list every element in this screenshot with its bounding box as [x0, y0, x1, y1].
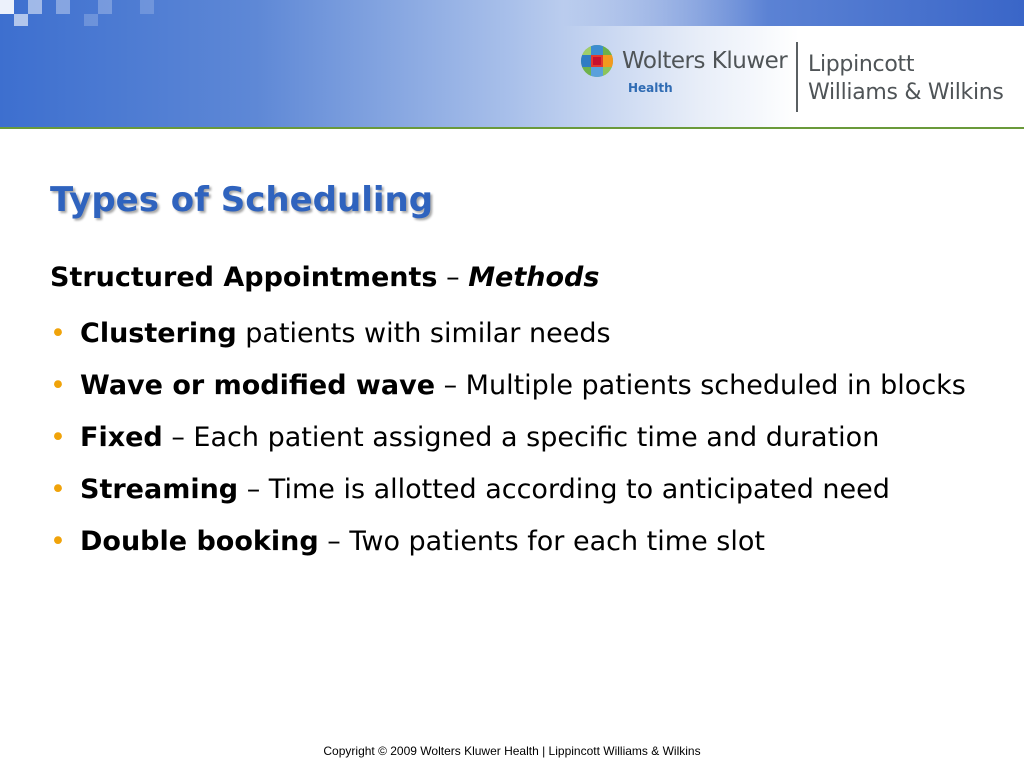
- decor-square: [98, 0, 112, 14]
- subtitle-dash: –: [437, 262, 469, 293]
- bullet-icon: •: [50, 318, 66, 349]
- decor-square: [140, 0, 154, 14]
- header-rule: [0, 127, 1024, 129]
- bullet-text: – Time is allotted according to anticipated need: [238, 474, 890, 505]
- list-item: [50, 422, 980, 453]
- bullet-term: Double booking: [80, 526, 319, 557]
- slide-subtitle: [50, 262, 599, 293]
- publisher-logo: [580, 42, 1020, 112]
- list-item: [50, 474, 980, 505]
- division-name: Health: [628, 81, 673, 95]
- wolters-kluwer-globe-icon: [580, 44, 614, 78]
- list-item: [50, 526, 980, 557]
- subtitle-lead: Structured Appointments: [50, 262, 438, 293]
- bullet-text: – Multiple patients scheduled in blocks: [435, 370, 966, 401]
- bullet-icon: •: [50, 422, 66, 453]
- list-item: [50, 370, 980, 401]
- subtitle-emphasis: Methods: [468, 262, 600, 293]
- bullet-term: Fixed: [80, 422, 163, 453]
- decor-square: [14, 14, 28, 26]
- company-name: Wolters Kluwer: [622, 48, 788, 74]
- decor-square: [0, 0, 14, 14]
- copyright-text: Copyright © 2009 Wolters Kluwer Health | Lippincott Williams & Wilkins: [323, 744, 701, 758]
- bullet-icon: •: [50, 526, 66, 557]
- bullet-text: – Two patients for each time slot: [318, 526, 765, 557]
- header-band: [0, 0, 1024, 127]
- bullet-term: Clustering: [80, 318, 237, 349]
- footer: [0, 744, 1024, 758]
- logo-divider: [796, 42, 798, 112]
- bullet-icon: •: [50, 474, 66, 505]
- imprint-line-1: Lippincott: [808, 52, 915, 77]
- imprint-line-2: Williams & Wilkins: [808, 80, 1004, 105]
- decor-square: [56, 0, 70, 14]
- bullet-icon: •: [50, 370, 66, 401]
- bullet-text: patients with similar needs: [236, 318, 611, 349]
- decor-square: [28, 0, 42, 14]
- bullet-term: Streaming: [80, 474, 239, 505]
- list-item: [50, 318, 980, 349]
- bullet-text: – Each patient assigned a specific time and duration: [162, 422, 880, 453]
- slide-title: Types of Scheduling: [50, 180, 434, 220]
- decor-square: [84, 14, 98, 26]
- bullet-term: Wave or modified wave: [80, 370, 436, 401]
- bullet-list: [50, 318, 980, 578]
